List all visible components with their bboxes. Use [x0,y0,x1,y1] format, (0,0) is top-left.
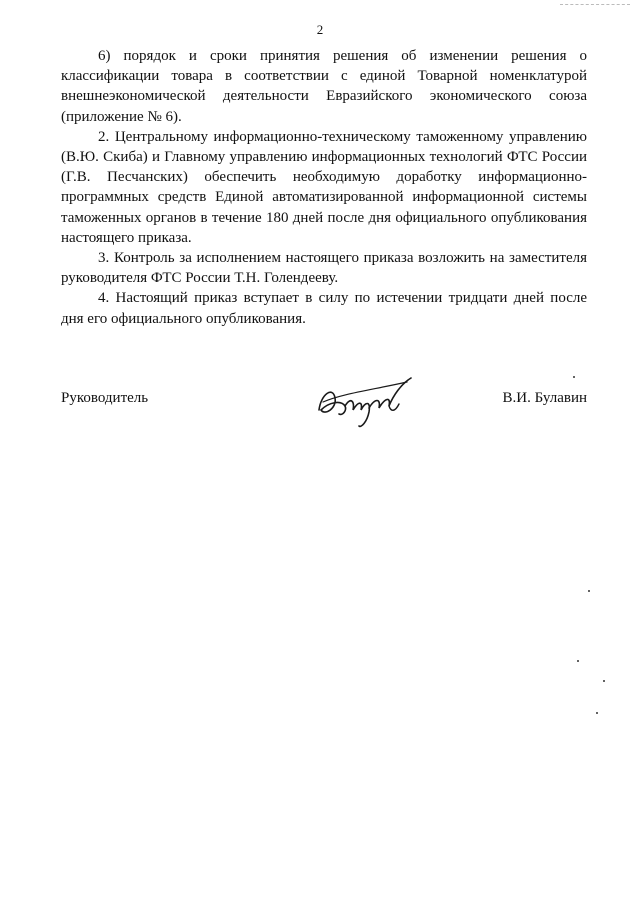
scan-speck [573,376,575,378]
signature-block [61,372,587,432]
paragraph-2: 2. Центральному информационно-техническому таможенному управлению (В.Ю. Скиба) и Главному управлению информационных технологий ФТС России (Г.В. Песчанских) обеспечить необходимую доработку информационно-программных средств Единой автоматизированной информационной системы таможенных органов в течение 180 дней после дня официального опубликования настоящего приказа. [61,128,587,246]
signatory-title: Руководитель [61,390,149,406]
scan-speck [596,712,598,714]
handwritten-signature [311,372,421,432]
scan-speck [577,660,579,662]
signatory-name: В.И. Булавин [502,390,587,406]
paragraph-3: 3. Контроль за исполнением настоящего приказа возложить на заместителя руководителя ФТС России Т.Н. Голендееву. [61,250,587,287]
scan-speck [603,680,605,682]
scan-speck [588,590,590,592]
paragraph-6-item: 6) порядок и сроки принятия решения об изменении решения о классификации товара в соответствии с единой Товарной номенклатурой внешнеэкономической деятельности Евразийского экономического союза (приложение № 6). [61,48,587,125]
scan-edge-mark [560,4,630,6]
document-body [61,46,587,329]
paragraph-4: 4. Настоящий приказ вступает в силу по истечении тридцати дней после дня его официального опубликования. [61,290,587,327]
page-number: 2 [316,22,324,37]
